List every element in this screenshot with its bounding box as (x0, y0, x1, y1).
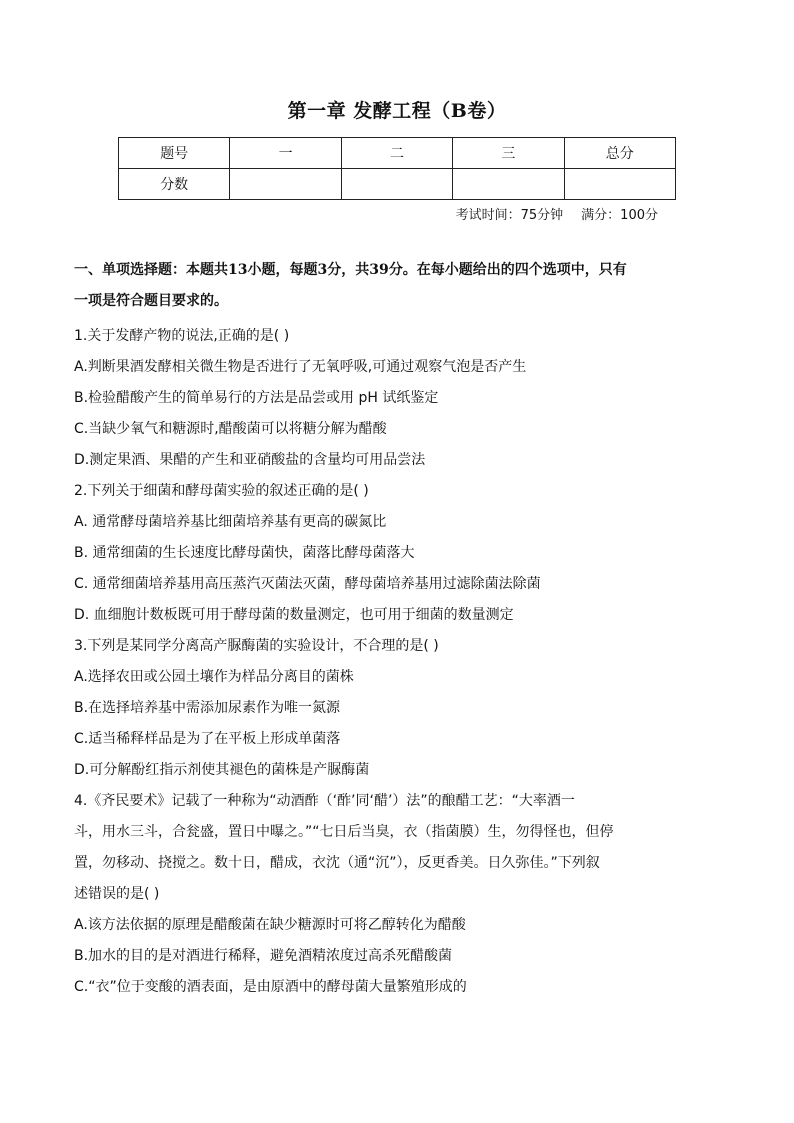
score-cell (453, 169, 564, 200)
option-line: C. 通常细菌培养基用高压蒸汽灭菌法灭菌，酵母菌培养基用过滤除菌法除菌 (74, 576, 541, 592)
score-table-row-label: 分数 (119, 169, 230, 200)
option-line: A.判断果酒发酵相关微生物是否进行了无氧呼吸,可通过观察气泡是否产生 (74, 359, 527, 375)
exam-info (380, 204, 658, 223)
score-table-header-row (119, 138, 676, 169)
question-line: 4.《齐民要术》记载了一种称为“动酒酢（‘酢’同‘醋’）法”的酿醋工艺：“大率酒一 (74, 793, 575, 809)
option-line: B.检验醋酸产生的简单易行的方法是品尝或用 pH 试纸鉴定 (74, 390, 439, 406)
option-line: C.“衣”位于变酸的酒表面，是由原酒中的酵母菌大量繁殖形成的 (74, 979, 467, 995)
page-title: 第一章 发酵工程（B卷） (287, 100, 507, 122)
option-line: B.加水的目的是对酒进行稀释，避免酒精浓度过高杀死醋酸菌 (74, 948, 453, 964)
option-line: A.该方法依据的原理是醋酸菌在缺少糖源时可将乙醇转化为醋酸 (74, 917, 466, 933)
question-line: 2.下列关于细菌和酵母菌实验的叙述正确的是( ) (74, 483, 369, 499)
score-table (118, 137, 676, 200)
section-heading-line: 一项是符合题目要求的。 (74, 293, 228, 309)
option-line: C.当缺少氧气和糖源时,醋酸菌可以将糖分解为醋酸 (74, 421, 387, 437)
score-cell (341, 169, 452, 200)
score-cell (230, 169, 341, 200)
option-line: D.可分解酚红指示剂使其褪色的菌株是产脲酶菌 (74, 762, 370, 778)
question-line: 1.关于发酵产物的说法,正确的是( ) (74, 328, 290, 344)
score-table-header-cell: 一 (230, 138, 341, 169)
option-line: B. 通常细菌的生长速度比酵母菌快，菌落比酵母菌落大 (74, 545, 415, 561)
option-line: D.测定果酒、果醋的产生和亚硝酸盐的含量均可用品尝法 (74, 452, 426, 468)
exam-time: 考试时间：75分钟 (455, 208, 564, 223)
score-table-header-cell: 总分 (564, 138, 675, 169)
score-table-header-cell: 二 (341, 138, 452, 169)
section-heading-line: 一、单项选择题：本题共13小题，每题3分，共39分。在每小题给出的四个选项中，只有 (74, 262, 627, 278)
score-table-header-cell: 题号 (119, 138, 230, 169)
option-line: A.选择农田或公园土壤作为样品分离目的菌株 (74, 669, 354, 685)
score-table-header-cell: 三 (453, 138, 564, 169)
question-line: 斗，用水三斗，合瓮盛，置日中曝之。”“七日后当臭，衣（指菌膜）生，勿得怪也，但停 (74, 824, 614, 840)
full-score: 满分：100分 (581, 208, 658, 223)
question-line: 述错误的是( ) (74, 886, 160, 902)
question-line: 置，勿移动、挠搅之。数十日，醋成，衣沈（通“沉”），反更香美。日久弥佳。”下列叙 (74, 855, 600, 871)
score-cell (564, 169, 675, 200)
option-line: D. 血细胞计数板既可用于酵母菌的数量测定，也可用于细菌的数量测定 (74, 607, 514, 623)
question-line: 3.下列是某同学分离高产脲酶菌的实验设计，不合理的是( ) (74, 638, 439, 654)
option-line: A. 通常酵母菌培养基比细菌培养基有更高的碳氮比 (74, 514, 387, 530)
option-line: C.适当稀释样品是为了在平板上形成单菌落 (74, 731, 341, 747)
section-heading (74, 255, 724, 317)
option-line: B.在选择培养基中需添加尿素作为唯一氮源 (74, 700, 341, 716)
score-table-score-row (119, 169, 676, 200)
